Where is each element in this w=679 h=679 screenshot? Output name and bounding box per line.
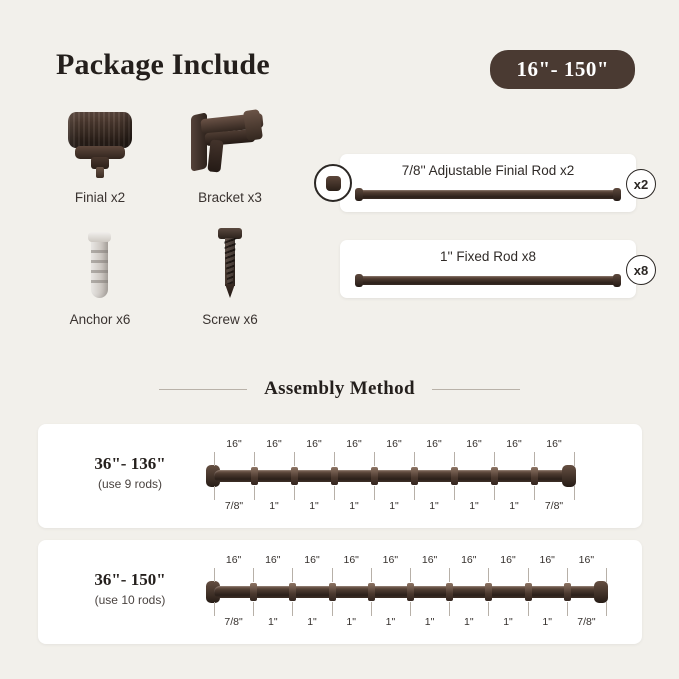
dimension-tick	[253, 568, 254, 582]
divider-right	[432, 389, 520, 390]
part-label-screw: Screw x6	[202, 312, 258, 327]
dimension-tick	[488, 568, 489, 582]
dimension-tick	[494, 452, 495, 466]
assembly-heading-text: Assembly Method	[264, 378, 415, 399]
dimension-tick	[332, 602, 333, 616]
dimension-tick	[374, 452, 375, 466]
segment-length-label: 16"	[421, 554, 438, 566]
dimension-tick	[454, 452, 455, 466]
segment-diameter-label: 7/8"	[544, 500, 564, 512]
segment-length-label: 16"	[506, 438, 522, 450]
dimension-tick	[528, 568, 529, 582]
rod-joint	[251, 467, 258, 485]
dimension-tick	[454, 486, 455, 500]
dimension-tick	[374, 486, 375, 500]
rod-joint	[331, 467, 338, 485]
qty-badge-adjustable: x2	[626, 169, 656, 199]
segment-diameter-label: 1"	[349, 500, 359, 512]
segment-diameter-label: 1"	[346, 616, 356, 628]
assembly-row-9-rods	[38, 424, 642, 528]
assembly-label-10-rods	[60, 570, 200, 607]
rod-joint	[289, 583, 296, 601]
assembly-row-10-rods	[38, 540, 642, 644]
assembly-diagram-9-rods	[206, 424, 626, 528]
segment-diameter-label: 1"	[469, 500, 479, 512]
rod-joint	[250, 583, 257, 601]
dimension-tick	[606, 568, 607, 582]
dimension-tick	[214, 602, 215, 616]
segment-diameter-label: 1"	[509, 500, 519, 512]
parts-grid	[30, 96, 310, 346]
segment-diameter-label: 1"	[429, 500, 439, 512]
segment-diameter-label: 1"	[503, 616, 513, 628]
dimension-tick	[414, 486, 415, 500]
dimension-tick	[528, 602, 529, 616]
dimension-tick	[574, 486, 575, 500]
assembly-range-10-rods: 36"- 150"	[94, 570, 166, 589]
part-screw	[160, 224, 300, 327]
rod-card-label-adjustable: 7/8'' Adjustable Finial Rod x2	[401, 163, 575, 178]
dimension-tick	[294, 452, 295, 466]
segment-diameter-label: 1"	[385, 616, 396, 628]
dimension-tick	[567, 602, 568, 616]
segment-length-label: 16"	[382, 554, 399, 566]
bracket-icon	[160, 102, 300, 178]
rod-joint	[371, 467, 378, 485]
dimension-tick	[567, 568, 568, 582]
dimension-tick	[371, 568, 372, 582]
assembly-sub-10-rods: (use 10 rods)	[94, 593, 166, 607]
rod-end-right	[594, 581, 608, 603]
rod-card-adjustable	[340, 154, 636, 212]
dimension-tick	[449, 602, 450, 616]
segment-diameter-label: 1"	[309, 500, 319, 512]
rod-joint	[531, 467, 538, 485]
dimension-tick	[371, 602, 372, 616]
segment-diameter-label: 1"	[269, 500, 279, 512]
dimension-tick	[410, 602, 411, 616]
rod-joint	[329, 583, 336, 601]
rod-illustration-adjustable	[358, 190, 618, 199]
part-label-bracket: Bracket x3	[198, 190, 262, 205]
finial-icon	[30, 102, 170, 178]
dimension-tick	[410, 568, 411, 582]
segment-length-label: 16"	[578, 554, 595, 566]
rod-joint	[368, 583, 375, 601]
part-anchor	[30, 224, 170, 327]
assembly-heading	[0, 378, 679, 400]
dimension-tick	[253, 602, 254, 616]
segment-diameter-label: 1"	[307, 616, 317, 628]
segment-diameter-label: 1"	[464, 616, 474, 628]
rod-card-label-fixed: 1'' Fixed Rod x8	[440, 249, 536, 264]
dimension-tick	[254, 452, 255, 466]
qty-badge-fixed: x8	[626, 255, 656, 285]
dimension-tick	[214, 486, 215, 500]
segment-diameter-label: 7/8"	[224, 500, 244, 512]
segment-length-label: 16"	[343, 554, 359, 566]
dimension-tick	[294, 486, 295, 500]
page-title: Package Include	[56, 48, 270, 81]
segment-length-label: 16"	[226, 438, 242, 450]
dimension-tick	[334, 486, 335, 500]
segment-diameter-label: 1"	[389, 500, 399, 512]
rod-joint	[564, 583, 571, 601]
segment-length-label: 16"	[546, 438, 562, 450]
segment-diameter-label: 1"	[424, 616, 435, 628]
dimension-tick	[214, 452, 215, 466]
rod-joint	[407, 583, 414, 601]
part-finial	[30, 102, 170, 205]
segment-length-label: 16"	[346, 438, 362, 450]
part-label-anchor: Anchor x6	[69, 312, 131, 327]
dimension-tick	[254, 486, 255, 500]
rod-joint	[525, 583, 532, 601]
rod-joint	[485, 583, 492, 601]
rod-joint	[451, 467, 458, 485]
dimension-tick	[534, 452, 535, 466]
divider-left	[159, 389, 247, 390]
anchor-icon	[30, 224, 170, 300]
finial-callout-icon	[314, 164, 352, 202]
rod-joint	[491, 467, 498, 485]
dimension-tick	[334, 452, 335, 466]
segment-length-label: 16"	[306, 438, 322, 450]
dimension-tick	[414, 452, 415, 466]
segment-length-label: 16"	[500, 554, 516, 566]
segment-length-label: 16"	[265, 554, 281, 566]
rod-end-right	[562, 465, 576, 487]
assembly-diagram-10-rods	[206, 540, 638, 644]
dimension-tick	[606, 602, 607, 616]
rod-illustration-fixed	[358, 276, 618, 285]
header	[0, 24, 679, 81]
size-badge: 16"- 150"	[490, 50, 635, 89]
part-bracket	[160, 102, 300, 205]
segment-length-label: 16"	[386, 438, 402, 450]
rod-joint	[411, 467, 418, 485]
segment-length-label: 16"	[225, 554, 242, 566]
segment-length-label: 16"	[266, 438, 282, 450]
assembly-range-9-rods: 36"- 136"	[94, 454, 166, 473]
dimension-tick	[534, 486, 535, 500]
dimension-tick	[292, 568, 293, 582]
screw-icon	[160, 224, 300, 300]
dimension-tick	[332, 568, 333, 582]
segment-diameter-label: 1"	[268, 616, 278, 628]
rod-joint	[446, 583, 453, 601]
segment-diameter-label: 1"	[542, 616, 552, 628]
segment-length-label: 16"	[466, 438, 482, 450]
dimension-tick	[488, 602, 489, 616]
assembly-sub-9-rods: (use 9 rods)	[97, 477, 163, 491]
dimension-tick	[292, 602, 293, 616]
segment-length-label: 16"	[539, 554, 555, 566]
segment-length-label: 16"	[461, 554, 477, 566]
dimension-tick	[449, 568, 450, 582]
segment-diameter-label: 7/8"	[577, 616, 596, 628]
rod-joint	[291, 467, 298, 485]
assembly-label-9-rods	[60, 454, 200, 491]
segment-length-label: 16"	[304, 554, 320, 566]
rod-card-fixed	[340, 240, 636, 298]
dimension-tick	[214, 568, 215, 582]
rod-body	[214, 470, 574, 482]
part-label-finial: Finial x2	[74, 190, 126, 205]
dimension-tick	[574, 452, 575, 466]
segment-diameter-label: 7/8"	[224, 616, 243, 628]
dimension-tick	[494, 486, 495, 500]
segment-length-label: 16"	[426, 438, 442, 450]
